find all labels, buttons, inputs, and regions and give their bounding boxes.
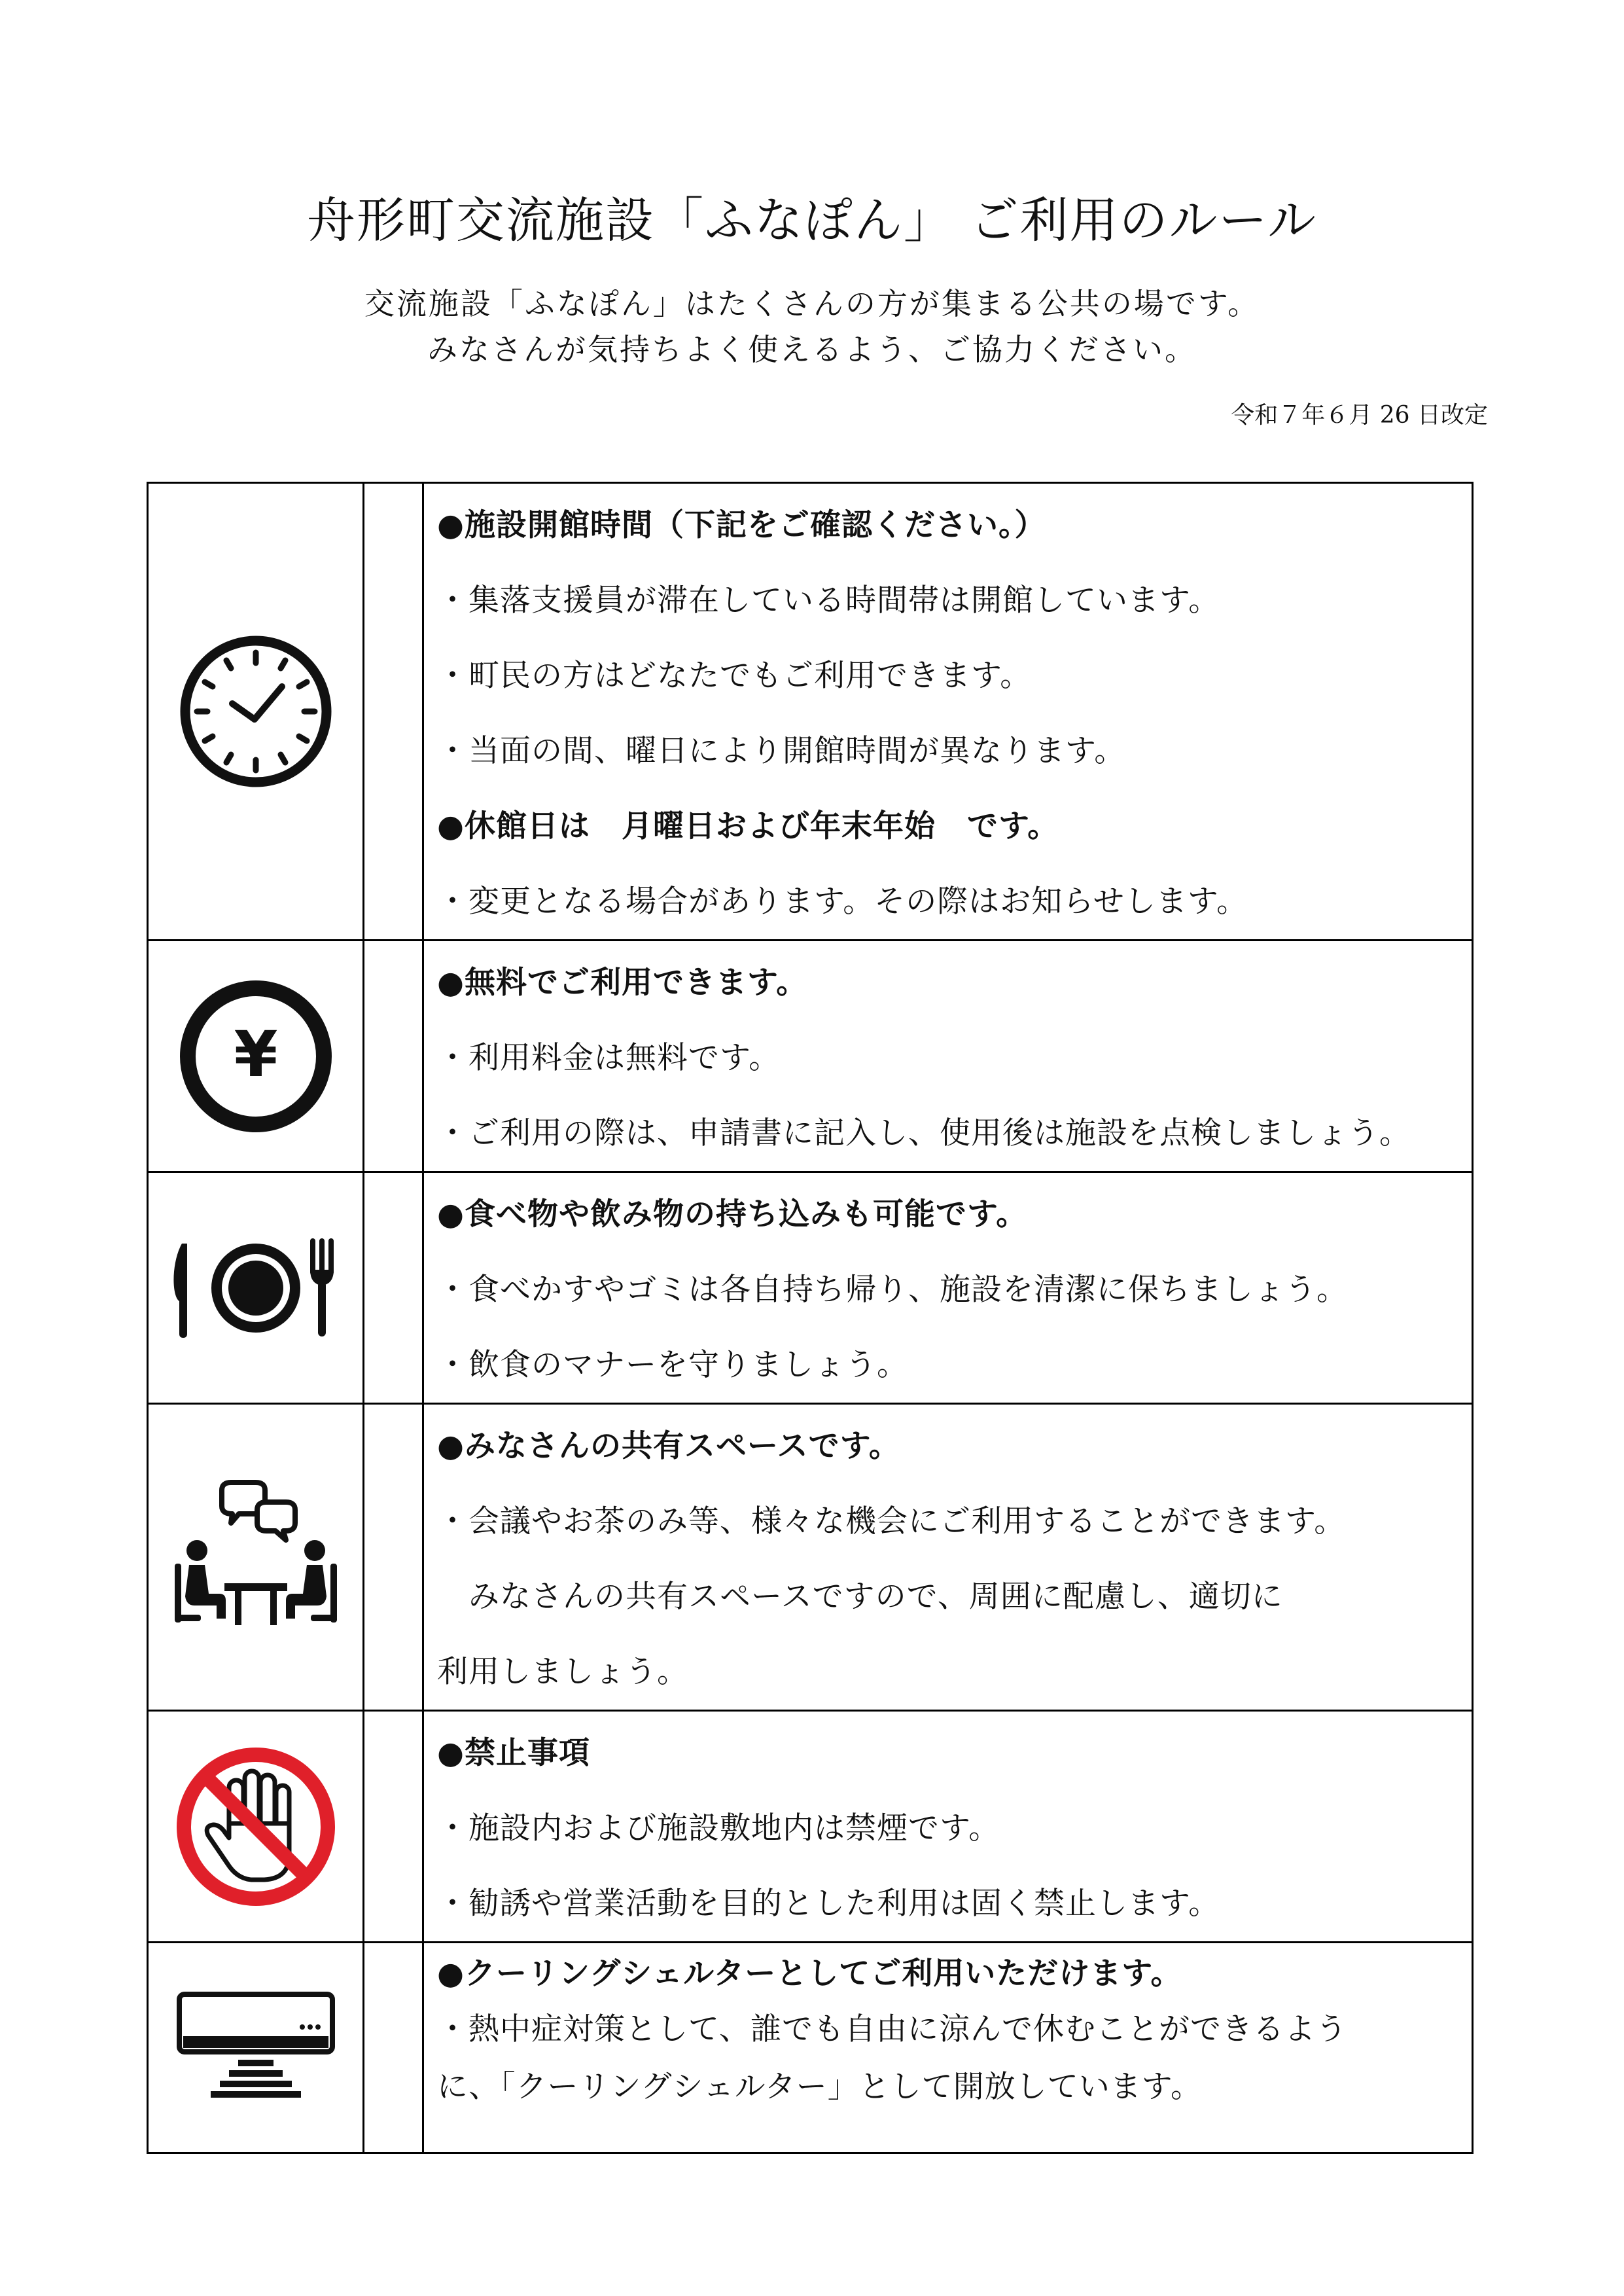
rule-row-cooling (148, 1943, 1473, 2153)
rule-row-hours (148, 483, 1473, 941)
rule-line: ・会議やお茶のみ等、様々な機会にご利用することができます。 (437, 1503, 1346, 1539)
rule-text-cell (423, 1404, 1473, 1711)
rule-heading: ●みなさんの共有スペースです。 (437, 1428, 900, 1464)
rule-heading: ●施設開館時間（下記をご確認ください。） (437, 507, 1046, 543)
air-conditioner-icon (174, 1989, 338, 2107)
rule-line: ・集落支援員が滞在している時間帯は開館しています。 (437, 583, 1220, 619)
icon-cell (148, 483, 364, 941)
subtitle-line-2: みなさんが気持ちよく使えるよう、ご協力ください。 (427, 332, 1197, 367)
rule-line: ・当面の間、曜日により開館時間が異なります。 (437, 733, 1126, 769)
page-title: 舟形町交流施設「ふなぽん」 ご利用のルール (306, 192, 1318, 249)
yen-symbol: ¥ (234, 1017, 277, 1091)
rule-heading: ●クーリングシェルターとしてご利用いただけます。 (437, 1956, 1182, 1992)
icon-cell (148, 1711, 364, 1943)
icon-cell (148, 941, 364, 1172)
rule-heading: ●休館日は 月曜日および年末年始 です。 (437, 808, 1059, 844)
rule-line: ・町民の方はどなたでもご利用できます。 (437, 658, 1032, 694)
rule-row-food (148, 1172, 1473, 1404)
revised-date: 令和７年６月 26 日改定 (1231, 402, 1488, 429)
rule-text-cell (423, 1172, 1473, 1404)
yen-coin-icon (177, 978, 334, 1135)
rule-heading: ●無料でご利用できます。 (437, 965, 808, 1001)
rule-line: みなさんの共有スペースですので、周囲に配慮し、適切に (437, 1579, 1283, 1615)
dining-icon (168, 1236, 344, 1340)
rule-row-prohibited (148, 1711, 1473, 1943)
rule-line: ・食べかすやゴミは各自持ち帰り、施設を清潔に保ちましょう。 (437, 1272, 1348, 1308)
rule-text-cell (423, 941, 1473, 1172)
rule-line: ・ご利用の際は、申請書に記入し、使用後は施設を点検しましょう。 (437, 1115, 1411, 1151)
icon-cell (148, 1172, 364, 1404)
no-hand-icon (174, 1745, 338, 1909)
rule-line: に、「クーリングシェルター」として開放しています。 (437, 2069, 1202, 2105)
rule-line: ・飲食のマナーを守りましょう。 (437, 1347, 908, 1383)
rule-heading: ●禁止事項 (437, 1735, 591, 1771)
rule-line: 利用しましょう。 (437, 1654, 688, 1690)
rule-text-cell (423, 483, 1473, 941)
rule-text-cell (423, 1943, 1473, 2153)
rule-line: ・勧誘や営業活動を目的とした利用は固く禁止します。 (437, 1886, 1220, 1922)
rule-line: ・熱中症対策として、誰でも自由に涼んで休むことができるよう (437, 2011, 1348, 2047)
clock-icon (177, 633, 334, 790)
icon-cell (148, 1943, 364, 2153)
rule-line: ・変更となる場合があります。その際はお知らせします。 (437, 884, 1248, 920)
rule-line: ・施設内および施設敷地内は禁煙です。 (437, 1810, 1000, 1846)
subtitle-line-1: 交流施設「ふなぽん」はたくさんの方が集まる公共の場です。 (364, 286, 1260, 321)
rule-row-free (148, 941, 1473, 1172)
meeting-icon (171, 1479, 341, 1636)
icon-cell (148, 1404, 364, 1711)
rule-heading: ●食べ物や飲み物の持ち込みも可能です。 (437, 1196, 1028, 1232)
rule-row-shared-space (148, 1404, 1473, 1711)
rule-text-cell (423, 1711, 1473, 1943)
rules-table (147, 482, 1474, 2154)
rule-line: ・利用料金は無料です。 (437, 1040, 781, 1076)
